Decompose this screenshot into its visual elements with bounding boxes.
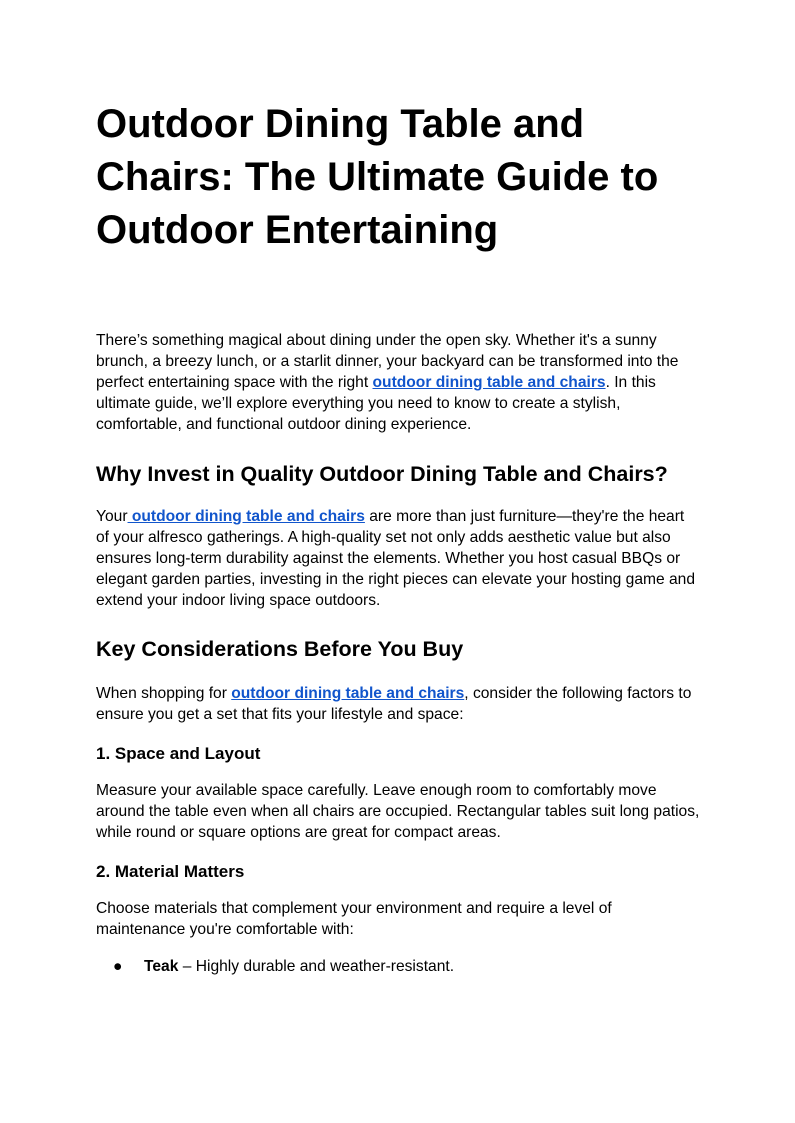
why-link[interactable]: outdoor dining table and chairs <box>127 508 365 525</box>
heading-space-layout: 1. Space and Layout <box>96 744 261 763</box>
material-term: Teak <box>144 958 179 975</box>
why-text-after: are more than just furniture—they're the heart of your alfresco gatherings. A high-quality set not only adds aesthetic value but also ensures long-term durability against the elements. Whether you host casual BBQs or elegant garden parties, investing in the right pieces can elevate your hosting game and extend your indoor living space outdoors. <box>96 508 696 609</box>
why-text-before: Your <box>96 508 128 525</box>
key-link[interactable]: outdoor dining table and chairs <box>231 685 465 702</box>
material-list <box>96 956 700 977</box>
document-content <box>96 98 700 977</box>
intro-link[interactable]: outdoor dining table and chairs <box>372 374 606 391</box>
list-item <box>96 956 700 977</box>
space-layout-paragraph: Measure your available space carefully. Leave enough room to comfortably move around the table even when all chairs are occupied. Rectangular tables suit long patios, while round or square options are great for compact areas. <box>96 782 700 841</box>
intro-text-before: There’s something magical about dining under the open sky. Whether it's a sunny brunch, a breezy lunch, or a starlit dinner, your backyard can be transformed into the perfect entertaining space with the right <box>96 332 679 391</box>
heading-material-matters: 2. Material Matters <box>96 862 245 881</box>
intro-text-after: . In this ultimate guide, we’ll explore everything you need to know to create a stylish, comfortable, and functional outdoor dining experience. <box>96 374 656 433</box>
heading-key-considerations: Key Considerations Before You Buy <box>96 637 464 661</box>
intro-paragraph <box>96 330 700 435</box>
material-paragraph: Choose materials that complement your environment and require a level of maintenance you're comfortable with: <box>96 900 612 938</box>
key-considerations-paragraph <box>96 683 700 725</box>
material-desc: – Highly durable and weather-resistant. <box>178 958 455 975</box>
key-text-after: , consider the following factors to ensure you get a set that fits your lifestyle and space: <box>96 685 692 723</box>
why-invest-paragraph <box>96 506 700 611</box>
page-title: Outdoor Dining Table and Chairs: The Ultimate Guide to Outdoor Entertaining <box>96 102 659 252</box>
key-text-before: When shopping for <box>96 685 232 702</box>
heading-why-invest: Why Invest in Quality Outdoor Dining Table and Chairs? <box>96 462 668 486</box>
bullet-icon: ● <box>113 958 123 975</box>
